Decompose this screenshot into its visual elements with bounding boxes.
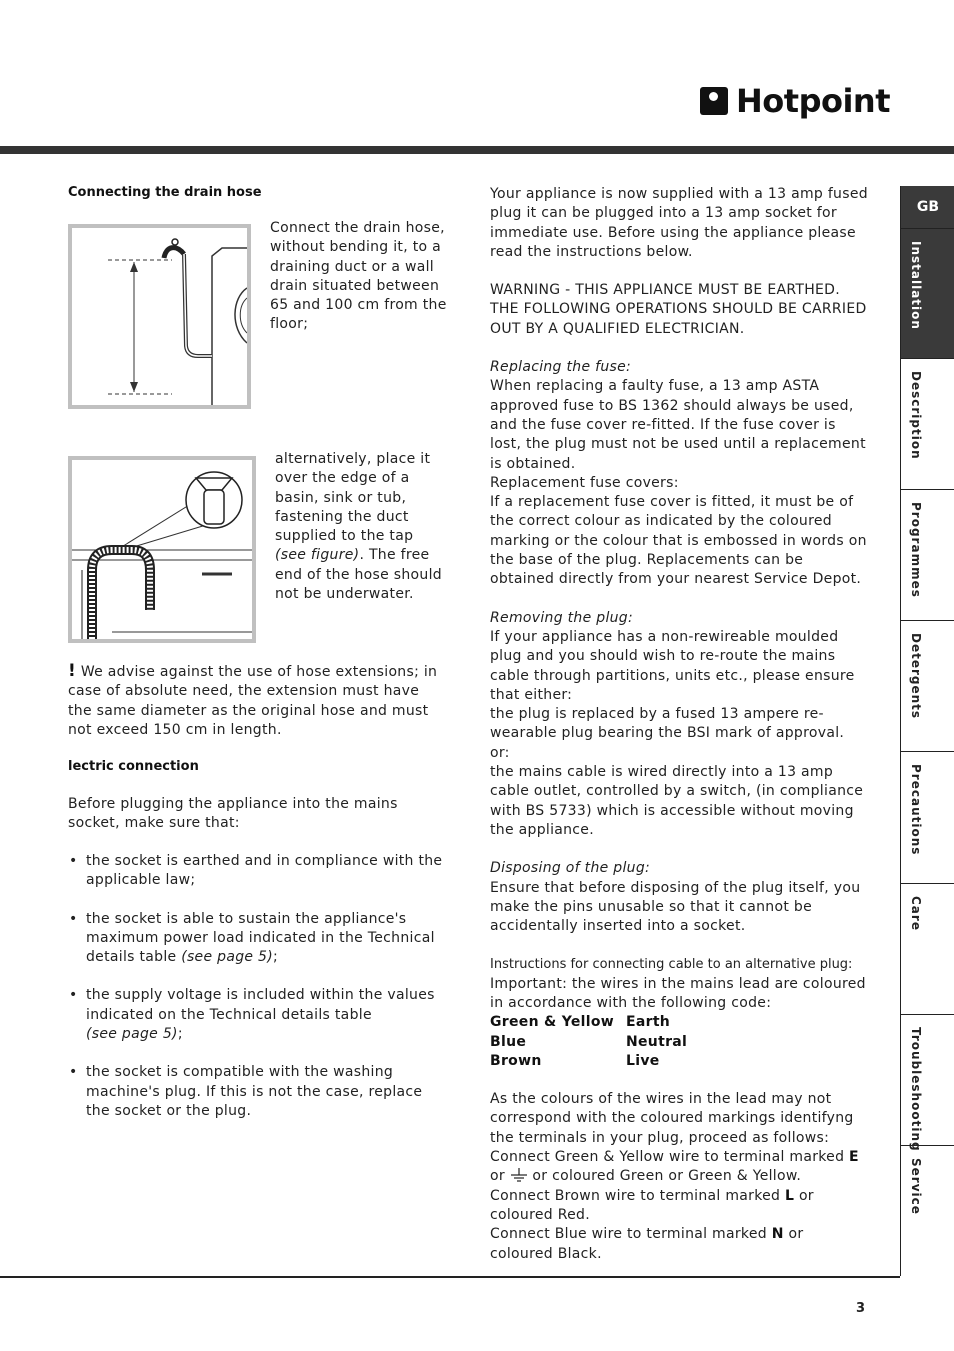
tab-programmes[interactable] [901,489,954,621]
table-row [490,1013,870,1032]
tab-label: Precautions [909,764,923,856]
drain-text-2-end: . The free end of the hose should not be underwater. [275,547,442,603]
replacing-title: Replacing the fuse: [490,359,632,376]
tab-care[interactable] [901,883,954,1015]
list-item-end: ; [273,949,279,966]
green-yellow-instruction [490,1148,870,1187]
section-sidebar [900,186,954,1276]
table-row [490,1052,870,1071]
brand-name: Hotpoint [736,82,890,120]
instruction-text: Connect Brown wire to terminal marked [490,1187,785,1204]
language-badge: GB [901,186,954,228]
wire-function: Live [626,1052,660,1069]
tab-label: Care [909,896,923,931]
hose-extension-warning [68,662,443,740]
list-item-end: ; [177,1026,183,1043]
removing-or: or: [490,744,510,761]
electric-intro: Before plugging the appliance into the mains socket, make sure that: [68,796,398,832]
table-row [490,1033,870,1052]
blue-instruction [490,1225,870,1264]
tab-description[interactable] [901,358,954,490]
wire-colour-intro: Important: the wires in the mains lead are coloured in accordance with the following code: [490,975,866,1011]
instruction-text: Connect Green & Yellow wire to terminal marked [490,1149,850,1166]
list-item [68,986,443,1044]
instruction-text: or coloured Red. [490,1187,814,1223]
electric-heading: lectric connection [68,759,199,774]
tab-installation[interactable] [901,228,954,359]
brown-instruction [490,1187,870,1226]
warning-icon: ! [68,661,77,681]
wire-colour: Brown [490,1052,542,1069]
removing-title: Removing the plug: [490,609,634,626]
wire-function: Earth [626,1014,671,1031]
tab-label: Programmes [909,502,923,598]
drain-text-2 [275,450,447,604]
tab-precautions[interactable] [901,751,954,884]
intro-paragraph: Your appliance is now supplied with a 13 amp fused plug it can be plugged into a 13 amp socket for immediate use. Before using the appliance please read the instructions below. [490,186,868,260]
instruction-text: Connect Blue wire to terminal marked [490,1226,772,1243]
wire-colour-table [490,1013,870,1071]
tab-service[interactable] [901,1145,954,1277]
replacing-text: When replacing a faulty fuse, a 13 amp ASTA approved fuse to BS 1362 should always be used, and the fuse cover re-fitted. If the fuse cover is lost, the plug must not be used until a replacement is obtained. [490,378,866,472]
tab-detergents[interactable] [901,620,954,752]
wire-colour: Blue [490,1033,527,1050]
instruction-text: or coloured Green or Green & Yellow. [527,1168,802,1185]
page-number: 3 [856,1301,866,1316]
drain-text-1: Connect the drain hose, without bending it, to a draining duct or a wall drain situated between 65 and 100 cm from the floor; [270,220,447,333]
list-item-text: the socket is able to sustain the appliance's maximum power load indicated in the Technical details table [86,910,435,966]
wall-drain-illustration [72,228,247,405]
removing-option-1: the plug is replaced by a fused 13 ampere re-wearable plug bearing the BSI mark of approval. [490,706,845,742]
list-item-text: the socket is compatible with the washing machine's plug. If this is not the case, replace the socket or the plug. [86,1064,423,1119]
earth-symbol-icon [510,1168,528,1182]
page-reference: (see page 5) [181,949,274,966]
terminal-marker: E [849,1149,859,1166]
earthing-warning: WARNING - THIS APPLIANCE MUST BE EARTHED. THE FOLLOWING OPERATIONS SHOULD BE CARRIED OUT BY A QUALIFIED ELECTRICIAN. [490,282,867,337]
electric-checklist [68,852,443,1121]
removing-text: If your appliance has a non-rewireable moulded plug and you should wish to re-route the mains cable through partitions, units etc., please ensure that either: [490,628,855,703]
drain-text-2-body: alternatively, place it over the edge of a basin, sink or tub, fastening the duct supplied to the tap [275,451,431,545]
tab-troubleshooting[interactable] [901,1014,954,1152]
drain-figure-basin [68,456,256,643]
list-item-text: the socket is earthed and in compliance with the applicable law; [86,853,443,889]
tab-label: Installation [909,241,923,330]
hotpoint-logo-icon [700,87,728,115]
header-rule [0,146,954,154]
wire-function: Neutral [626,1033,688,1050]
brand-logo [700,82,890,120]
list-item [68,1063,443,1121]
list-item [68,852,443,891]
list-item-text: the supply voltage is included within the values indicated on the Technical details table [86,987,435,1023]
list-item [68,910,443,968]
terminal-marker: L [784,1187,795,1204]
tab-label: Troubleshooting [909,1027,923,1152]
covers-text: If a replacement fuse cover is fitted, it must be of the correct colour as indicated by the coloured marking or the colour that is embossed in words on the base of the plug. Replacements can be obtained directly from your nearest Service Depot. [490,494,867,588]
tab-label: Description [909,371,923,460]
covers-title: Replacement fuse covers: [490,474,679,491]
colours-text: As the colours of the wires in the lead may not correspond with the coloured markings identifyng the terminals in your plug, proceed as follows: [490,1091,854,1146]
page-reference: (see page 5) [86,1026,178,1043]
warning-text: We advise against the use of hose extensions; in case of absolute need, the extension must have the same diameter as the original hose and must not exceed 150 cm in length. [68,664,438,738]
figure-reference: (see figure) [275,547,360,564]
plug-instructions [490,185,870,1264]
footer-rule [0,1276,900,1278]
drain-heading: Connecting the drain hose [68,185,262,200]
wire-colour: Green & Yellow [490,1014,615,1031]
disposing-title: Disposing of the plug: [490,860,651,877]
instruction-text: or [490,1168,510,1185]
alternative-plug-title: Instructions for connecting cable to an alternative plug: [490,957,853,973]
instruction-text: or coloured Black. [490,1226,804,1262]
drain-figure-wall [68,224,251,409]
basin-drain-illustration [72,460,252,639]
removing-option-2: the mains cable is wired directly into a 13 amp cable outlet, controlled by a switch, (in compliance with BS 5733) which is accessible without moving the appliance. [490,764,864,838]
terminal-marker: N [771,1226,784,1243]
tab-label: Detergents [909,633,923,720]
disposing-text: Ensure that before disposing of the plug itself, you make the pins unusable so that it cannot be accidentally inserted into a socket. [490,879,861,935]
tab-label: Service [909,1158,923,1215]
